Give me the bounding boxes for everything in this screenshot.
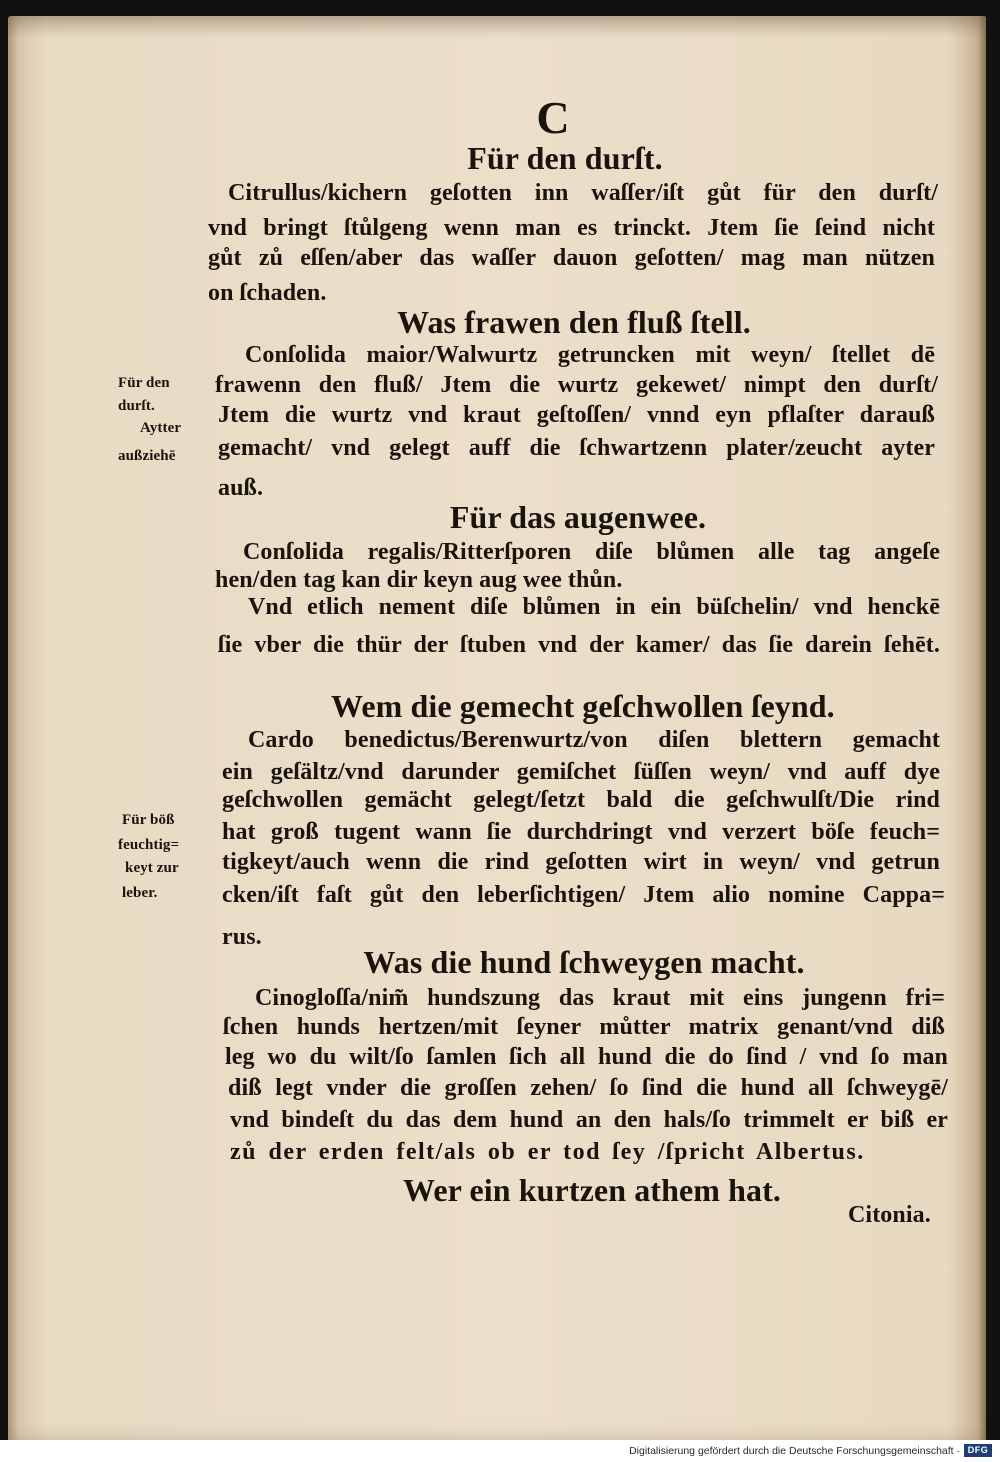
text-line: ein geſältz/vnd darunder gemiſchet ſüſſen weyn/ vnd auff dye: [222, 759, 940, 785]
text-line: on ſchaden.: [208, 280, 327, 306]
text-line: ſchen hunds hertzen/mit ſeyner můtter matrix genant/vnd diß: [223, 1014, 945, 1040]
credit-text: Digitalisierung gefördert durch die Deutsche Forschungsgemeinschaft ·: [629, 1445, 960, 1457]
section-heading: Für den durſt.: [467, 140, 663, 176]
margin-note-line: feuchtig=: [118, 837, 180, 853]
text-line: Jtem die wurtz vnd kraut geſtoſſen/ vnnd eyn pflaſter darauß: [218, 402, 935, 428]
text-line: frawenn den fluß/ Jtem die wurtz gekewet/ nimpt den durſt/: [215, 372, 938, 398]
text-line: cken/iſt faſt gůt den leberſichtigen/ Jtem alio nomine Cappa=: [222, 882, 945, 908]
section-heading: Wem die gemecht geſchwollen ſeynd.: [331, 688, 835, 724]
margin-note-line: Für den: [118, 375, 170, 391]
text-line: gemacht/ vnd gelegt auff die ſchwartzenn plater/zeucht ayter: [218, 435, 935, 461]
text-line: vnd bringt ſtůlgeng wenn man es trinckt. Jtem ſie ſeind nicht: [208, 215, 935, 241]
section-heading: Was die hund ſchweygen macht.: [363, 944, 805, 980]
text-line: Conſolida regalis/Ritterſporen diſe blůmen alle tag angeſe: [243, 539, 940, 565]
text-line: Conſolida maior/Walwurtz getruncken mit weyn/ ſtellet dē: [245, 342, 935, 368]
text-line: Vnd etlich nement diſe blůmen in ein büſchelin/ vnd henckē: [248, 594, 940, 620]
text-line: Cinogloſſa/nim̃ hundszung das kraut mit eins jungenn fri=: [255, 985, 945, 1011]
margin-note-line: Aytter: [140, 420, 182, 436]
text-line: auß.: [218, 475, 264, 501]
signature-mark: C: [536, 92, 570, 143]
margin-note-line: leber.: [122, 885, 158, 901]
catchword: Citonia.: [848, 1202, 931, 1228]
text-line: diß legt vnder die groſſen zehen/ ſo ſind die hund all ſchweygē/: [228, 1075, 948, 1101]
text-line: rus.: [222, 924, 262, 950]
text-line: geſchwollen gemächt gelegt/ſetzt bald die geſchwulſt/Die rind: [222, 787, 940, 813]
text-line: ſie vber die thür der ſtuben vnd der kamer/ das ſie darein ſehēt.: [218, 632, 940, 658]
text-line: hat groß tugent wann ſie durchdringt vnd verzert böſe feuch=: [222, 819, 940, 845]
section-heading: Für das augenwee.: [449, 499, 707, 535]
margin-note-line: Für böß: [122, 812, 175, 828]
text-line: Cardo benedictus/Berenwurtz/von diſen blettern gemacht: [248, 727, 940, 753]
scanned-page: [8, 16, 986, 1440]
dfg-logo: DFG: [964, 1444, 992, 1457]
text-line: gůt zů eſſen/aber das waſſer dauon geſotten/ mag man nützen: [208, 245, 935, 271]
text-line: zů der erden felt/als ob er tod ſey /ſpricht Albertus.: [230, 1139, 865, 1165]
text-line: Citrullus/kichern geſotten inn waſſer/iſt gůt für den durſt/: [228, 180, 938, 206]
text-line: leg wo du wilt/ſo ſamlen ſich all hund die do ſind / vnd ſo man: [225, 1044, 948, 1070]
footer-credit: [0, 1440, 1000, 1462]
text-line: hen/den tag kan dir keyn aug wee thůn.: [215, 567, 623, 593]
section-heading: Wer ein kurtzen athem hat.: [403, 1172, 781, 1208]
margin-note-line: durſt.: [118, 398, 155, 414]
margin-note-line: außziehē: [118, 448, 176, 464]
section-heading: Was frawen den fluß ſtell.: [397, 304, 751, 340]
text-line: vnd bindeſt du das dem hund an den hals/ſo trimmelt er biß er: [230, 1107, 948, 1133]
margin-note-line: keyt zur: [125, 860, 179, 876]
text-line: tigkeyt/auch wenn die rind geſotten wirt in weyn/ vnd getrun: [222, 849, 940, 875]
